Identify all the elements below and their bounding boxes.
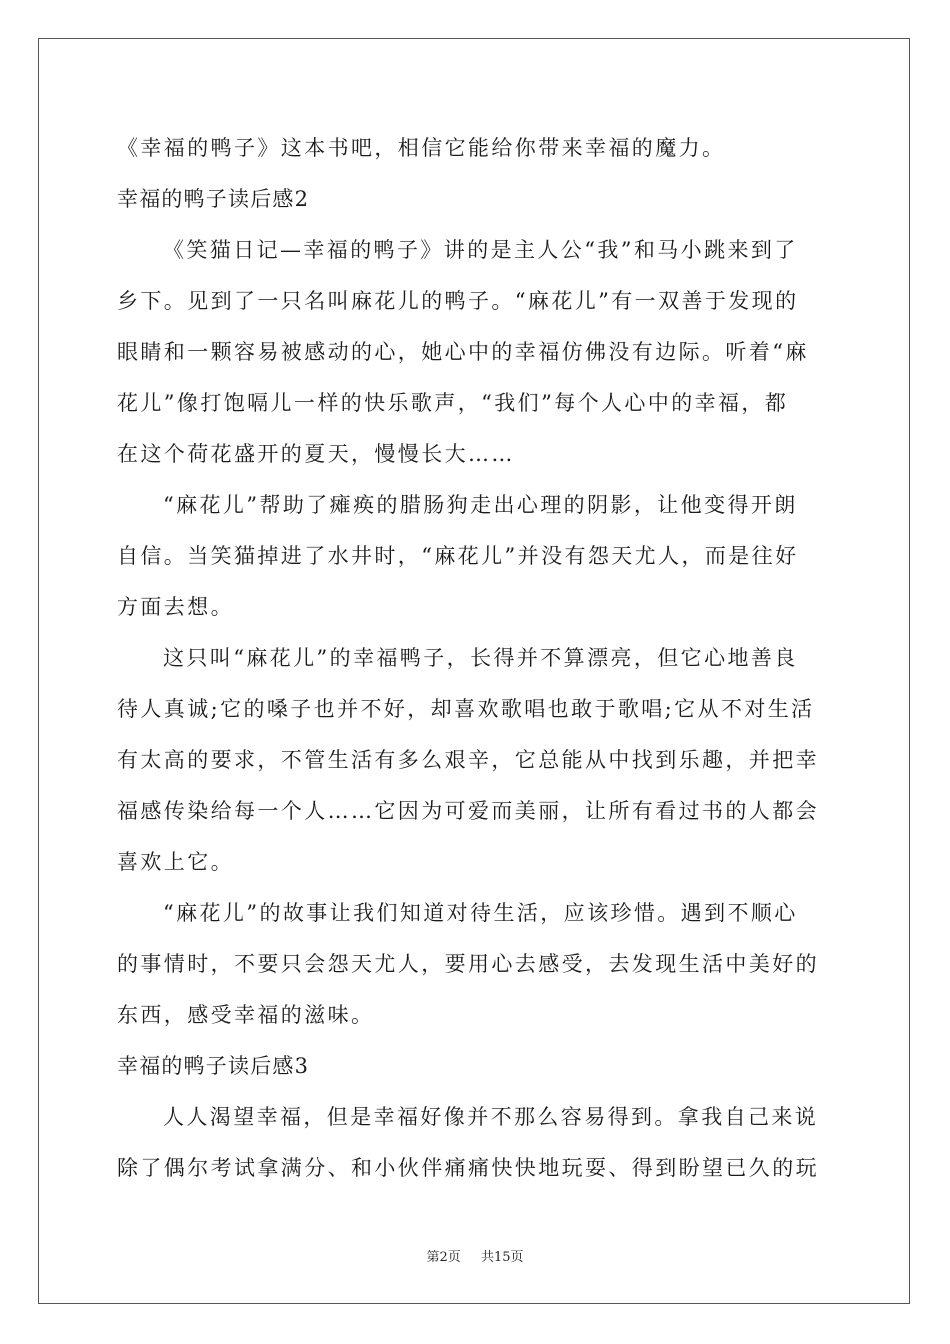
text-line: “麻花儿”帮助了瘫痪的腊肠狗走出心理的阴影，让他变得开朗 [163,493,798,517]
page-total: 共15页 [480,1250,524,1265]
text-line: 的事情时，不要只会怨天尤人，要用心去感受，去发现生活中美好的 [117,952,819,976]
text-line: 待人真诚;它的嗓子也并不好，却喜欢歌唱也敢于歌唱;它从不对生活 [117,697,815,721]
text-line: 乡下。见到了一只名叫麻花儿的鸭子。“麻花儿”有一双善于发现的 [117,289,799,313]
text-line: 花儿”像打饱嗝儿一样的快乐歌声，“我们”每个人心中的幸福，都 [117,391,789,415]
text-line: 自信。当笑猫掉进了水井时，“麻花儿”并没有怨天尤人，而是往好 [117,544,799,568]
section-heading: 幸福的鸭子读后感2 [117,187,310,211]
text-line: 《幸福的鸭子》这本书吧，相信它能给你带来幸福的魔力。 [117,136,726,160]
text-line: “麻花儿”的故事让我们知道对待生活，应该珍惜。遇到不顺心 [163,901,798,925]
text-line: 眼睛和一颗容易被感动的心，她心中的幸福仿佛没有边际。听着“麻 [117,340,809,364]
section-heading: 幸福的鸭子读后感3 [117,1054,310,1078]
page-footer [0,1246,950,1265]
text-line: 《笑猫日记—幸福的鸭子》讲的是主人公“我”和马小跳来到了 [163,238,798,262]
text-line: 喜欢上它。 [117,850,234,874]
document-body [117,126,833,1197]
text-line: 东西，感受幸福的滋味。 [117,1003,375,1027]
text-line: 有太高的要求，不管生活有多么艰辛，它总能从中找到乐趣，并把幸 [117,748,819,772]
text-line: 人人渴望幸福，但是幸福好像并不那么容易得到。拿我自己来说 [163,1105,819,1129]
text-line: 在这个荷花盛开的夏天，慢慢长大…… [117,442,515,466]
text-line: 这只叫“麻花儿”的幸福鸭子，长得并不算漂亮，但它心地善良 [163,646,798,670]
text-line: 福感传染给每一个人……它因为可爱而美丽，让所有看过书的人都会 [117,799,819,823]
page-number: 第2页 [426,1250,461,1265]
text-line: 方面去想。 [117,595,234,619]
text-line: 除了偶尔考试拿满分、和小伙伴痛痛快快地玩耍、得到盼望已久的玩 [117,1156,819,1180]
